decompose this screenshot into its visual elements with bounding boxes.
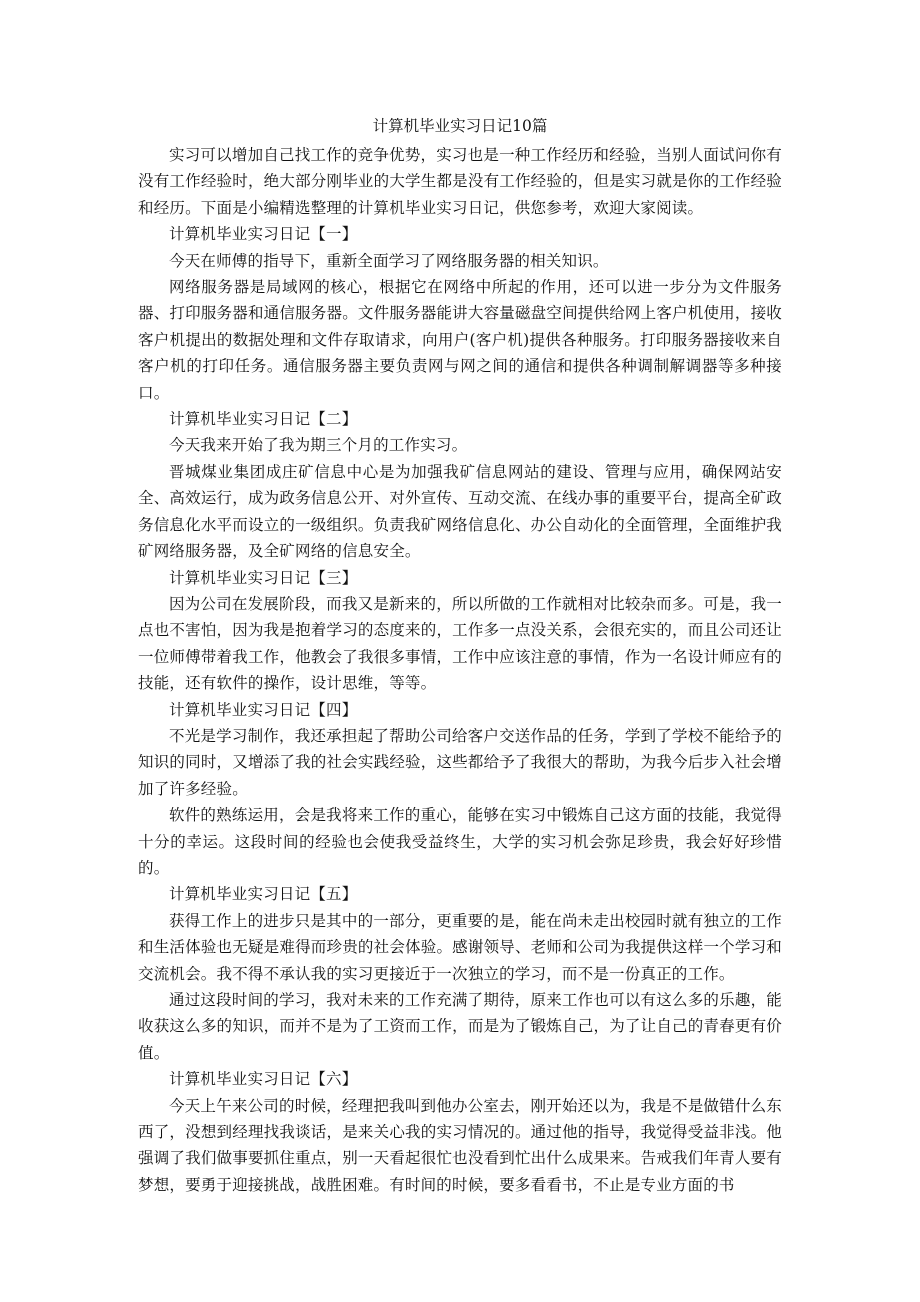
section-heading-3: 计算机毕业实习日记【三】 <box>169 568 358 587</box>
paragraph: 因为公司在发展阶段，而我又是新来的，所以所做的工作就相对比较杂而多。可是，我一点也不害怕，因为我是抱着学习的态度来的，工作多一点没关系，会很充实的，而且公司还让一位师傅带着我工作，他教会了我很多事情，工作中应该注意的事情，作为一名设计师应有的技能，还有软件的操作，设计思维，等等。 <box>138 594 782 693</box>
section-heading-6: 计算机毕业实习日记【六】 <box>169 1070 358 1089</box>
paragraph: 通过这段时间的学习，我对未来的工作充满了期待，原来工作也可以有这么多的乐趣，能收获这么多的知识，而并不是为了工资而工作，而是为了锻炼自己，为了让自己的青春更有价值。 <box>138 991 782 1062</box>
document-title: 计算机毕业实习日记10篇 <box>372 117 548 135</box>
paragraph: 今天我来开始了我为期三个月的工作实习。 <box>169 436 468 455</box>
paragraph: 获得工作上的进步只是其中的一部分，更重要的是，能在尚未走出校园时就有独立的工作和生活体验也无疑是难得而珍贵的社会体验。感谢领导、老师和公司为我提供这样一个学习和交流机会。我不得不承认我的实习更接近于一次独立的学习，而不是一份真正的工作。 <box>138 911 782 983</box>
paragraph: 网络服务器是局域网的核心，根据它在网络中所起的作用，还可以进一步分为文件服务器、打印服务器和通信服务器。文件服务器能讲大容量磁盘空间提供给网上客户机使用，接收客户机提出的数据处理和文件存取请求，向用户(客户机)提供各种服务。打印服务器接收来自客户机的打印任务。通信服务器主要负责网与网之间的通信和提供各种调制解调器等多种接口。 <box>138 278 782 402</box>
section-heading-1: 计算机毕业实习日记【一】 <box>169 225 358 244</box>
intro-paragraph: 实习可以增加自己找工作的竞争优势，实习也是一种工作经历和经验，当别人面试问你有没有工作经验时，绝大部分刚毕业的大学生都是没有工作经验的，但是实习就是你的工作经验和经历。下面是小编精选整理的计算机毕业实习日记，供您参考，欢迎大家阅读。 <box>138 146 782 217</box>
section-heading-5: 计算机毕业实习日记【五】 <box>169 885 358 904</box>
section-heading-2: 计算机毕业实习日记【二】 <box>169 410 358 429</box>
document-page <box>138 112 782 1198</box>
paragraph: 今天上午来公司的时候，经理把我叫到他办公室去，刚开始还以为，我是不是做错什么东西了，没想到经理找我谈话，是来关心我的实习情况的。通过他的指导，我觉得受益非浅。他强调了我们做事要抓住重点，别一天看起很忙也没看到忙出什么成果来。告戒我们年青人要有梦想，要勇于迎接挑战，战胜困难。有时间的时候，要多看看书，不止是专业方面的书 <box>138 1096 782 1194</box>
paragraph: 今天在师傅的指导下，重新全面学习了网络服务器的相关知识。 <box>169 251 609 270</box>
paragraph: 不光是学习制作，我还承担起了帮助公司给客户交送作品的任务，学到了学校不能给予的知识的同时，又增添了我的社会实践经验，这些都给予了我很大的帮助，为我今后步入社会增加了许多经验。 <box>138 726 782 798</box>
section-heading-4: 计算机毕业实习日记【四】 <box>169 700 358 719</box>
paragraph: 软件的熟练运用，会是我将来工作的重心，能够在实习中锻炼自己这方面的技能，我觉得十分的幸运。这段时间的经验也会使我受益终生，大学的实习机会弥足珍贵，我会好好珍惜的。 <box>138 806 782 877</box>
paragraph: 晋城煤业集团成庄矿信息中心是为加强我矿信息网站的建设、管理与应用，确保网站安全、高效运行，成为政务信息公开、对外宣传、互动交流、在线办事的重要平台，提高全矿政务信息化水平而设立的一级组织。负责我矿网络信息化、办公自动化的全面管理，全面维护我矿网络服务器，及全矿网络的信息安全。 <box>138 462 782 561</box>
